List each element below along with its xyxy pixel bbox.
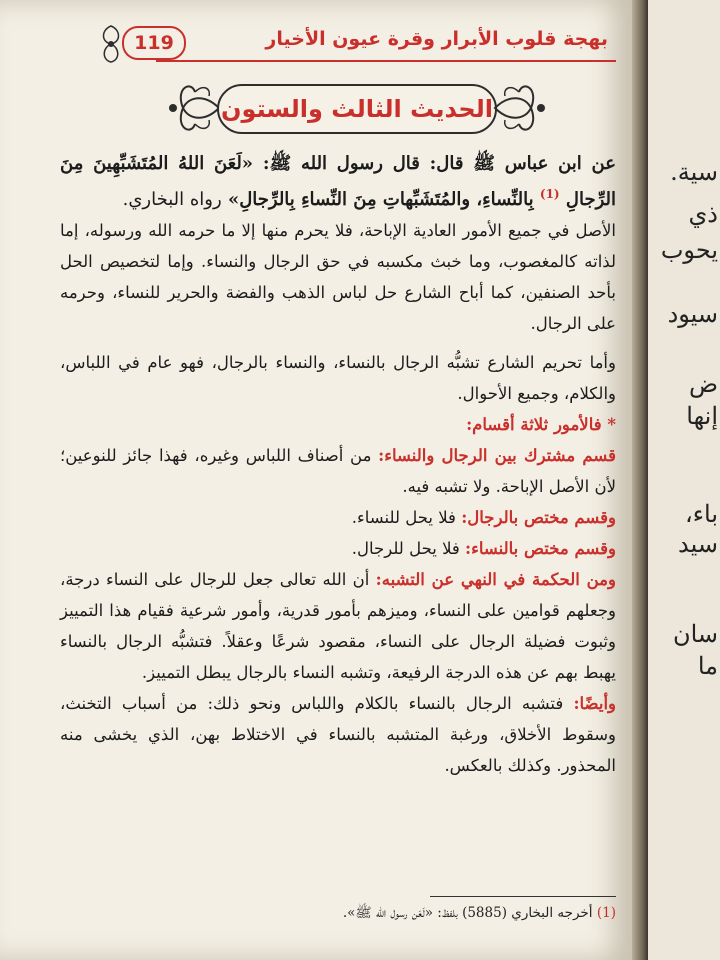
adjacent-fragment: سان [672, 620, 718, 648]
adjacent-fragment: ذي [688, 200, 718, 228]
running-header [96, 22, 616, 66]
ornament-left-icon [165, 74, 223, 142]
adjacent-fragment: ض [688, 370, 718, 398]
paragraph-principle: الأصل في جميع الأمور العادية الإباحة، فلا يحرم منها إلا ما حرمه الله ورسوله، إما لذاته كالمغصوب، وما خبث مكسبه في حق الرجال والنساء. وإما لتخصيص الحل بأحد الصنفين، كما أباح الشارع حل لباس الذهب والفضة والحرير للنساء، وحرمه على الرجال. [60, 221, 616, 333]
adjacent-fragment: يحوب [660, 236, 718, 264]
footnote-text: أخرجه البخاري (5885) بلفظ: «لَعَن رسول الله ﷺ». [342, 905, 593, 921]
also-text: فتشبه الرجال بالنساء بالكلام واللباس ونحو ذلك: من أسباب التخنث، وسقوط الأخلاق، ورغبة المتشبه بالنساء في الاختلاط بهن، الذي يخشى منه المحذور. وكذلك بالعكس. [60, 694, 616, 775]
footnote [60, 904, 616, 924]
star-icon: * [601, 415, 616, 434]
divisions-heading: * فالأمور ثلاثة أقسام: [466, 415, 616, 434]
division-shared [60, 440, 616, 502]
chapter-title: الحديث الثالث والستون [217, 84, 497, 134]
also-label: وأيضًا: [573, 694, 617, 713]
adjacent-fragment: ما [697, 652, 718, 680]
page-number: 119 [122, 26, 186, 60]
division-shared-text: من أصناف اللباس وغيره، فهذا جائز للنوعين؛ لأن الأصل الإباحة. ولا تشبه فيه. [60, 446, 616, 496]
header-rule [156, 60, 616, 62]
hadith-continuation: بِالنِّساءِ، والمُتَشَبِّهاتِ مِنَ النِّساءِ بِالرِّجالِ» [227, 189, 534, 210]
paragraph-wisdom [60, 564, 616, 688]
adjacent-fragment: سية. [670, 158, 718, 186]
division-men-text: فلا يحل للنساء. [351, 508, 456, 527]
division-shared-label: قسم مشترك بين الرجال والنساء: [378, 446, 616, 465]
chapter-heading [165, 70, 549, 150]
adjacent-page [648, 0, 720, 960]
division-women [60, 533, 616, 564]
adjacent-fragment: سيود [667, 300, 718, 328]
paragraph-also [60, 688, 616, 781]
page-edge [632, 0, 648, 960]
division-women-text: فلا يحل للرجال. [351, 539, 460, 558]
hadith-text [60, 148, 616, 215]
adjacent-fragment: سيد [678, 530, 718, 558]
footnote-marker: (1) [596, 905, 616, 921]
wisdom-text: أن الله تعالى جعل للرجال على النساء درجة، وجعلهم قوامين على النساء، وميزهم بأمور قدرية، وأمور شرعية فقيام هذا التمييز وثبوت فضيلة الرجال على النساء، مقصود شرعًا وعقلاً. فتشبُّه الرجال بالنساء يهبط بهم عن هذه الدرجة الرفيعة، وتشبه النساء بالرجال يبطل التمييز. [60, 570, 616, 682]
hadith-intro: عن ابن عباس ﷺ قال: قال رسول الله ﷺ: «لَعَنَ اللهُ المُتَشَبِّهِينَ مِنَ الرِّجالِ [60, 153, 616, 210]
footnote-ref: (1) [539, 187, 560, 201]
hadith-source: رواه البخاري. [122, 189, 222, 210]
adjacent-fragment: باء، [684, 500, 718, 528]
body-text [60, 148, 616, 781]
paragraph-prohibition: وأما تحريم الشارع تشبُّه الرجال بالنساء، والنساء بالرجال، فهو عام في اللباس، والكلام، وجميع الأحوال. [60, 353, 616, 403]
ornament-right-icon [491, 74, 549, 142]
adjacent-fragment: إنها [686, 402, 718, 430]
division-men-label: وقسم مختص بالرجال: [461, 508, 616, 527]
division-women-label: وقسم مختص بالنساء: [465, 539, 616, 558]
wisdom-label: ومن الحكمة في النهي عن التشبه: [375, 570, 616, 589]
footnote-rule [430, 896, 616, 897]
book-title: بهجة قلوب الأبرار وقرة عيون الأخيار [265, 28, 608, 50]
division-men [60, 502, 616, 533]
